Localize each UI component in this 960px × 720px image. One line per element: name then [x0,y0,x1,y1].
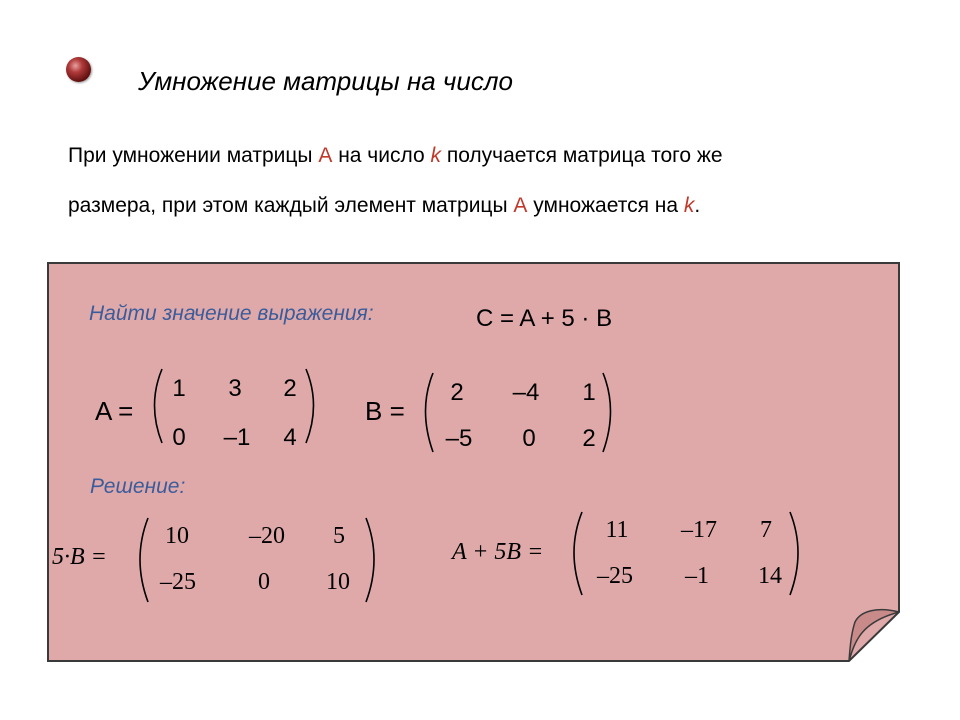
paragraph-line-2: размера, при этом каждый элемент матрицы А умножается на k. [68,194,701,217]
matrix-b-cell: 1 [582,379,596,406]
matrix-b-right-bracket [603,373,611,452]
matrix-5b-cell: 0 [258,569,270,595]
matrix-a-cell: 0 [172,424,186,451]
matrix-sum-cell: 14 [758,563,782,589]
matrix-a-cell: –1 [223,424,251,451]
matrix-a-cell: 2 [283,375,297,402]
matrix-b-cell: 0 [522,425,536,452]
matrix-b-cell: –5 [445,425,473,452]
task-prompt: Найти значение выражения: [89,302,374,325]
matrix-b-cell: –4 [512,379,540,406]
matrix-a-cell: 3 [228,375,242,402]
matrix-b-cell: 2 [582,425,596,452]
matrix-5b-cell: 5 [333,523,345,549]
matrix-sum-cell: 7 [760,517,772,543]
matrix-a-left-bracket [155,369,163,443]
matrix-b-cell: 2 [450,379,464,406]
matrix-sum-left-bracket [574,512,582,595]
solution-label: Решение: [90,475,186,498]
matrix-5b-left-bracket [140,518,148,602]
matrix-5b-cell: 10 [165,523,189,549]
paragraph-line-1: При умножении матрицы А на число k получается матрица того же [68,144,723,167]
matrix-b-label: B = [365,396,405,426]
slide-title: Умножение матрицы на число [138,66,513,96]
matrix-5b-cell: –25 [160,569,196,595]
matrix-5b-right-bracket [366,518,374,602]
expression-text: C = A + 5 · B [476,305,613,332]
matrix-5b-cell: –20 [249,523,285,549]
matrix-sum-label: A + 5B = [452,539,544,565]
matrix-a-cell: 4 [283,424,297,451]
matrix-sum-cell: 11 [605,517,629,543]
matrix-a-label: A = [95,396,134,426]
matrix-5b-label: 5·B = [52,544,107,570]
matrix-sum-right-bracket [790,512,798,595]
matrix-a-cell: 1 [172,375,186,402]
matrix-b-left-bracket [426,373,434,452]
matrix-sum-cell: –17 [681,517,717,543]
matrix-a-right-bracket [306,369,314,443]
matrix-5b-cell: 10 [326,569,350,595]
matrix-sum-cell: –25 [597,563,633,589]
matrix-sum-cell: –1 [685,563,709,589]
